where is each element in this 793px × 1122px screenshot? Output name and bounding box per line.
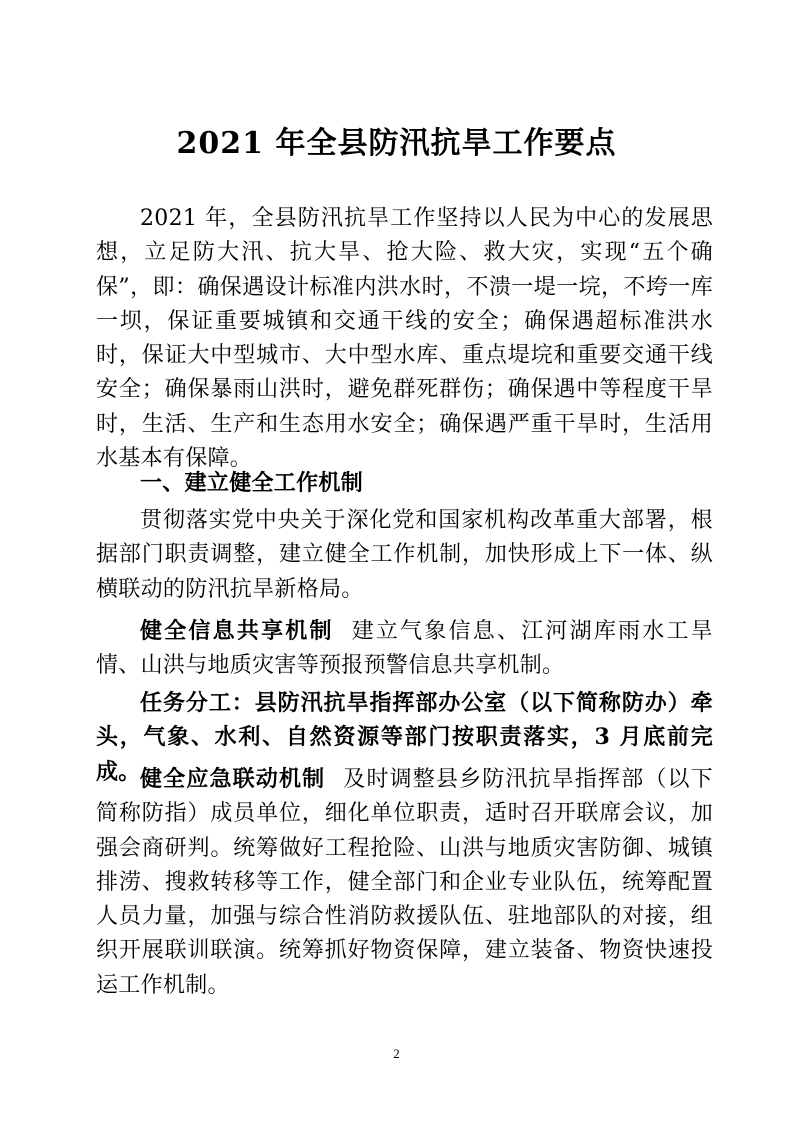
emergency-linkage-lead: 健全应急联动机制 [140, 766, 326, 792]
emergency-linkage-paragraph [96, 762, 713, 1003]
info-sharing-lead: 健全信息共享机制 [140, 618, 334, 644]
task-assignment-paragraph: 任务分工：县防汛抗旱指挥部办公室（以下简称防办）牵头，气象、水利、自然资源等部门按职责落实，3 月底前完成。 [96, 690, 713, 785]
page-number: 2 [393, 1046, 400, 1061]
emergency-linkage-text: 及时调整县乡防汛抗旱指挥部（以下简称防指）成员单位，细化单位职责，适时召开联席会议，加强会商研判。统筹做好工程抢险、山洪与地质灾害防御、城镇排涝、搜救转移等工作，健全部门和企业专业队伍，统筹配置人员力量，加强与综合性消防救援队伍、驻地部队的对接，组织开展联训联演。统筹抓好物资保障，建立装备、物资快速投运工作机制。 [96, 767, 713, 998]
intro-paragraph: 2021 年，全县防汛抗旱工作坚持以人民为中心的发展思想，立足防大汛、抗大旱、抢大险、救大灾，实现“五个确保”，即：确保遇设计标准内洪水时，不溃一堤一垸，不垮一库一坝，保证重要城镇和交通干线的安全；确保遇超标准洪水时，保证大中型城市、大中型水库、重点堤垸和重要交通干线安全；确保暴雨山洪时，避免群死群伤；确保遇中等程度干旱时，生活、生产和生态用水安全；确保遇严重干旱时，生活用水基本有保障。 [96, 206, 713, 472]
section-body-paragraph: 贯彻落实党中央关于深化党和国家机构改革重大部署，根据部门职责调整，建立健全工作机制，加快形成上下一体、纵横联动的防汛抗旱新格局。 [96, 508, 713, 602]
info-sharing-text: 建立气象信息、江河湖库雨水工旱情、山洪与地质灾害等预报预警信息共享机制。 [96, 619, 713, 679]
info-sharing-paragraph [96, 614, 713, 684]
document-title: 2021 年全县防汛抗旱工作要点 [176, 126, 617, 161]
section-heading: 一、建立健全工作机制 [140, 470, 364, 496]
